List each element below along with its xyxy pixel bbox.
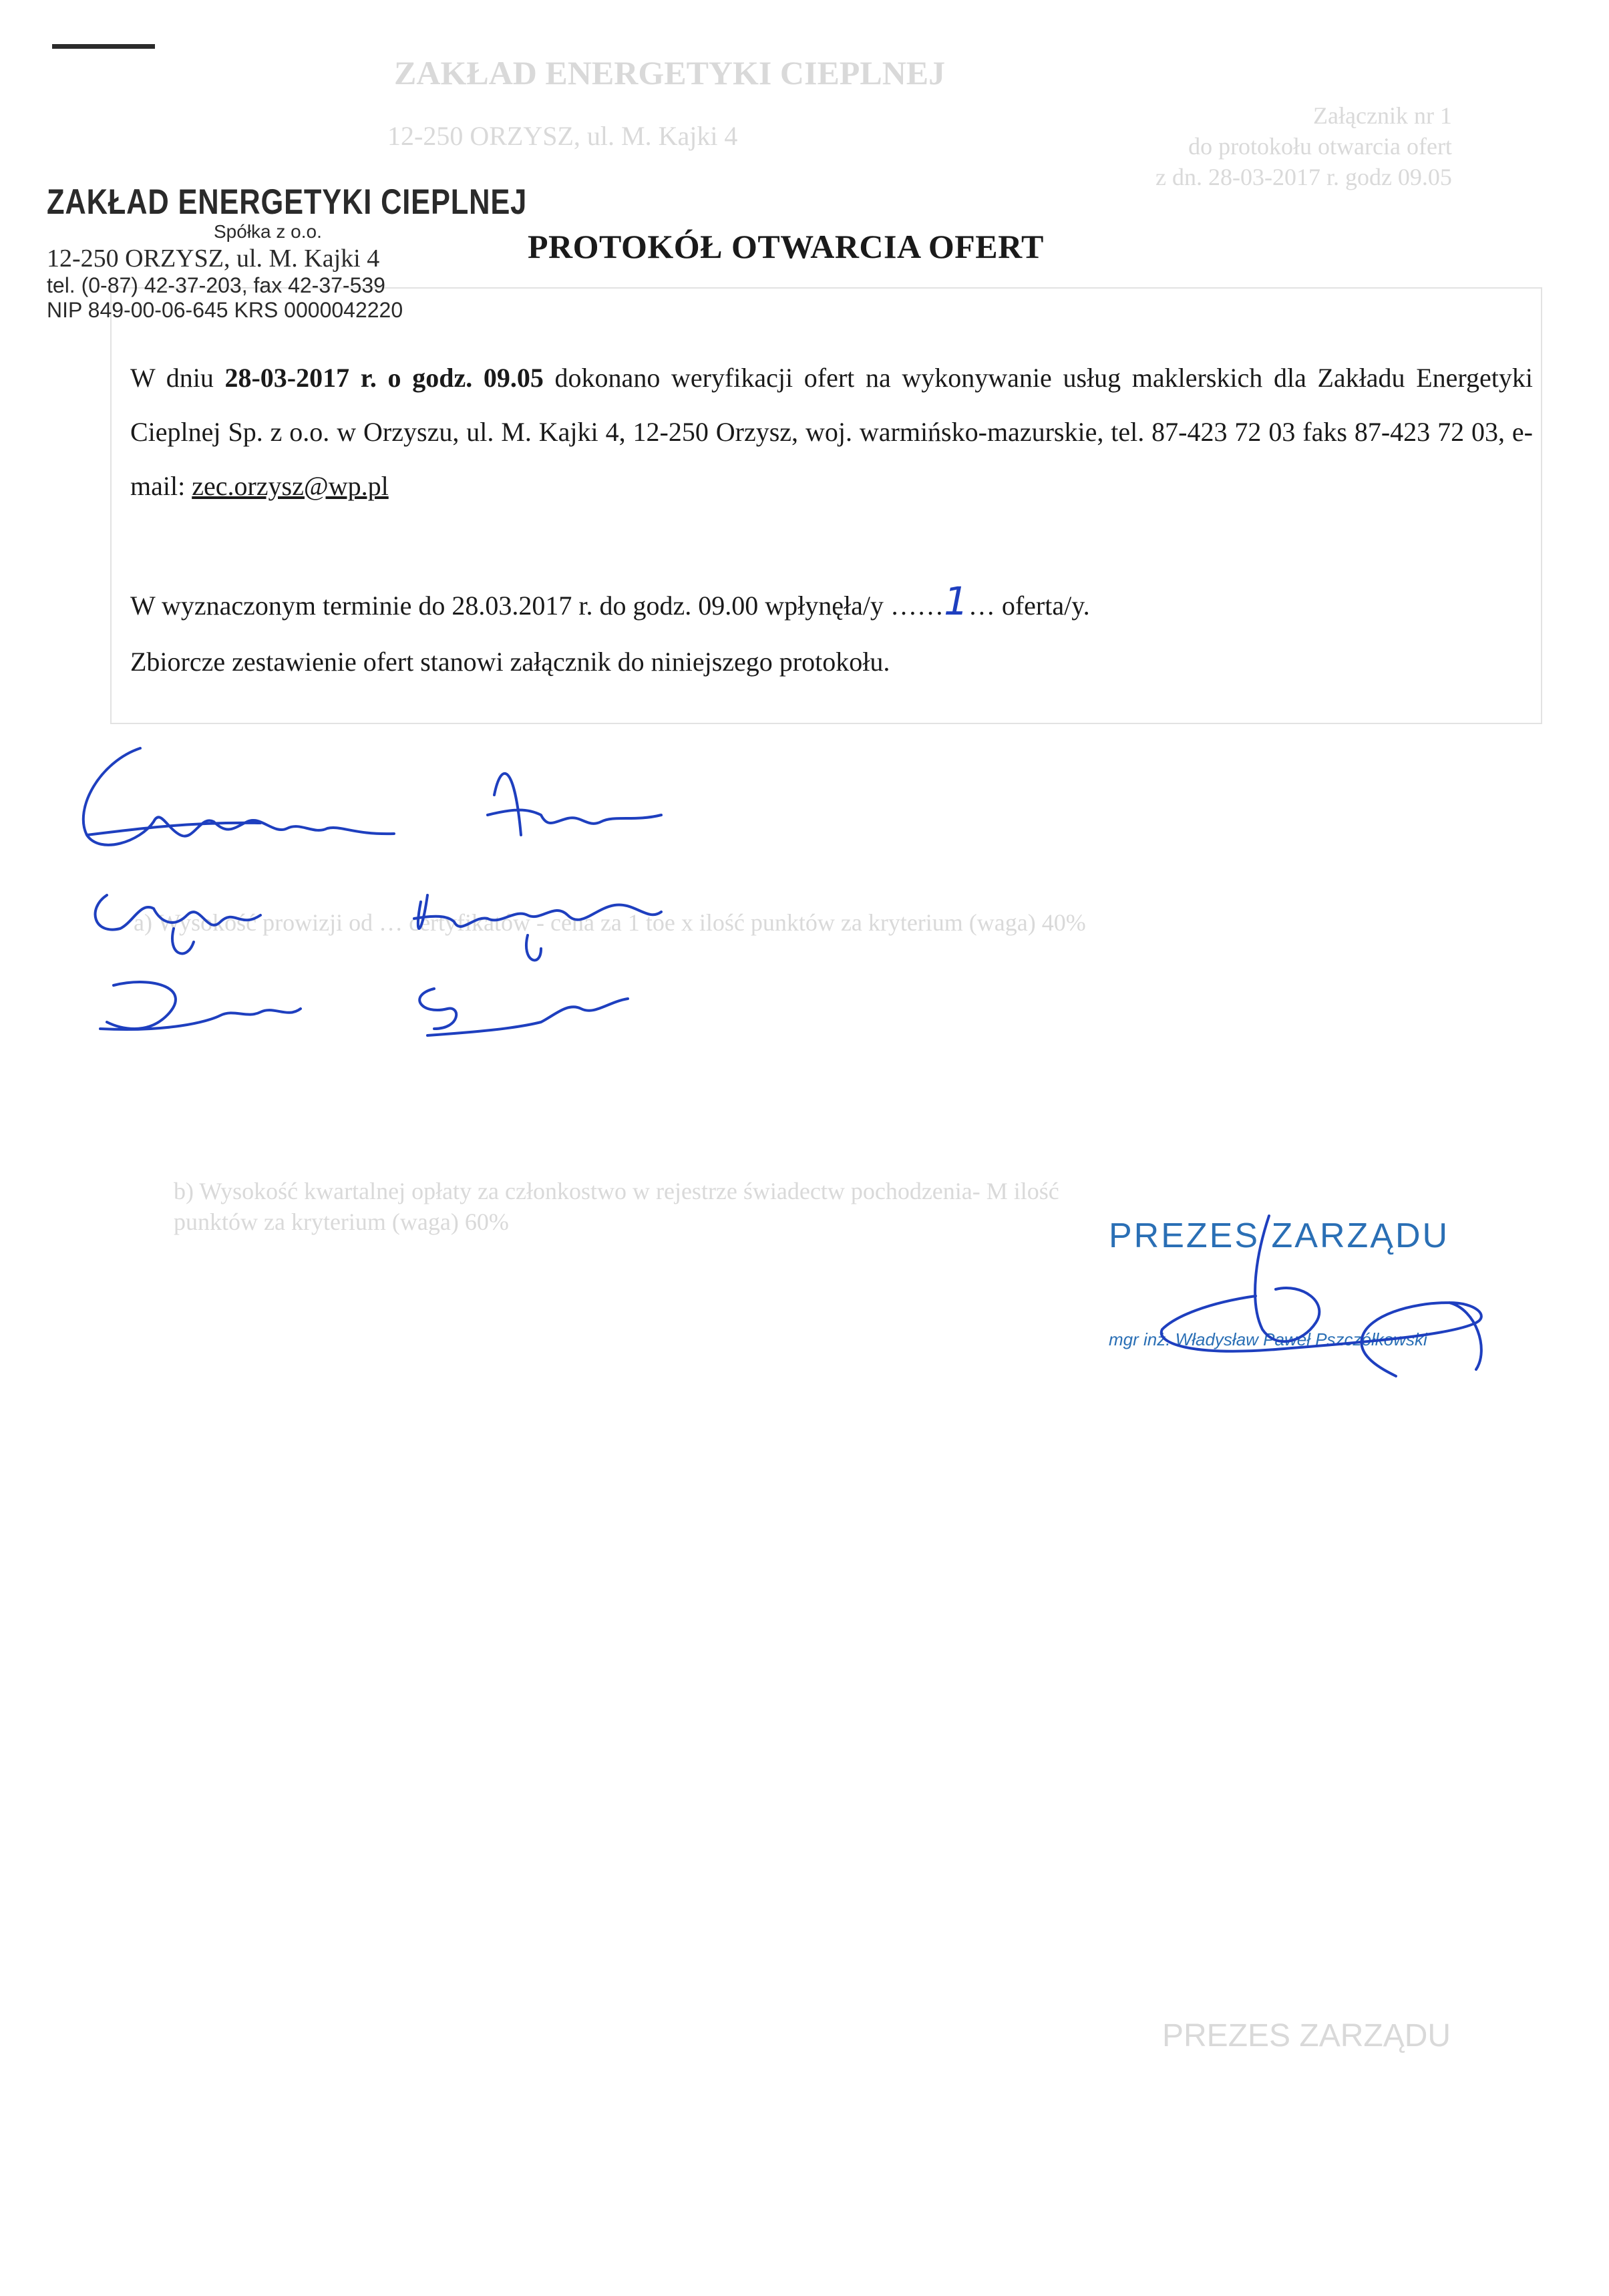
signature-anna — [488, 774, 661, 835]
signature-zebrowska — [83, 748, 394, 845]
stamp-address: 12-250 ORZYSZ, ul. M. Kajki 4 — [47, 244, 380, 273]
approval-stamp-name: mgr inż. Władysław Paweł Pszczółkowski — [1109, 1329, 1427, 1349]
paragraph-annex: Zbiorcze zestawienie ofert stanowi załącznik do niniejszego protokołu. — [130, 647, 890, 677]
dots-left: …… — [890, 591, 944, 621]
dots-right: … — [968, 591, 995, 621]
bleed-stamp: ZAKŁAD ENERGETYKI CIEPLNEJ — [394, 54, 946, 92]
email-link[interactable]: zec.orzysz@wp.pl — [192, 471, 389, 501]
approval-stamp-title: PREZES ZARZĄDU — [1109, 1216, 1450, 1255]
president-signature — [1075, 1202, 1503, 1403]
p1-date: 28-03-2017 r. o godz. 09.05 — [224, 363, 544, 393]
paragraph-offers-count — [130, 575, 1533, 633]
document-title: PROTOKÓŁ OTWARCIA OFERT — [528, 228, 1044, 265]
stamp-ids: NIP 849-00-06-645 KRS 0000042220 — [47, 298, 403, 322]
bleed-line-a: a) Wysokość prowizji od … certyfikatów - cena za 1 toe x ilość punktów za kryterium (waga) 40% — [134, 909, 1086, 936]
committee-signatures — [60, 735, 728, 1069]
company-stamp — [47, 182, 528, 323]
bleed-line-b: b) Wysokość kwartalnej opłaty za członkostwo w rejestrze świadectw pochodzenia- M ilość punktów za kryterium (waga) 60% — [174, 1178, 1059, 1235]
p1-text-body: dokonano weryfikacji ofert na wykonywanie usług maklerskich dla Zakładu Energetyki Cieplnej Sp. z o.o. w Orzyszu, ul. M. Kajki 4, 12-250 Orzysz, woj. warmińsko-mazurskie, tel. 87-423 72 03 faks 87-423 72 03, e-mail: — [130, 363, 1533, 501]
stamp-company: ZAKŁAD ENERGETYKI CIEPLNEJ — [47, 182, 528, 222]
bleed-address: 12-250 ORZYSZ, ul. M. Kajki 4 — [387, 121, 738, 151]
offer-count: 1 — [943, 579, 968, 624]
signature-hantowinska — [414, 895, 661, 960]
signature-dariusz — [100, 982, 301, 1029]
bleed-header-right: Załącznik nr 1 do protokołu otwarcia ofert z dn. 28-03-2017 r. godz 09.05 — [1155, 102, 1452, 190]
p2-text-start: W wyznaczonym terminie do 28.03.2017 r. do godz. 09.00 wpłynęła/y — [130, 591, 890, 621]
signature-sonackos — [419, 989, 628, 1035]
paragraph-verification — [130, 351, 1533, 513]
stamp-form: Spółka z o.o. — [214, 221, 322, 242]
p1-text-start: W dniu — [130, 363, 225, 393]
stamp-tel: tel. (0-87) 42-37-203, fax 42-37-539 — [47, 273, 385, 297]
p2-text-end: oferta/y. — [995, 591, 1090, 621]
signature-krystyna — [96, 895, 260, 953]
bleed-prezes: PREZES ZARZĄDU — [1162, 2018, 1451, 2054]
top-rule — [52, 44, 155, 49]
